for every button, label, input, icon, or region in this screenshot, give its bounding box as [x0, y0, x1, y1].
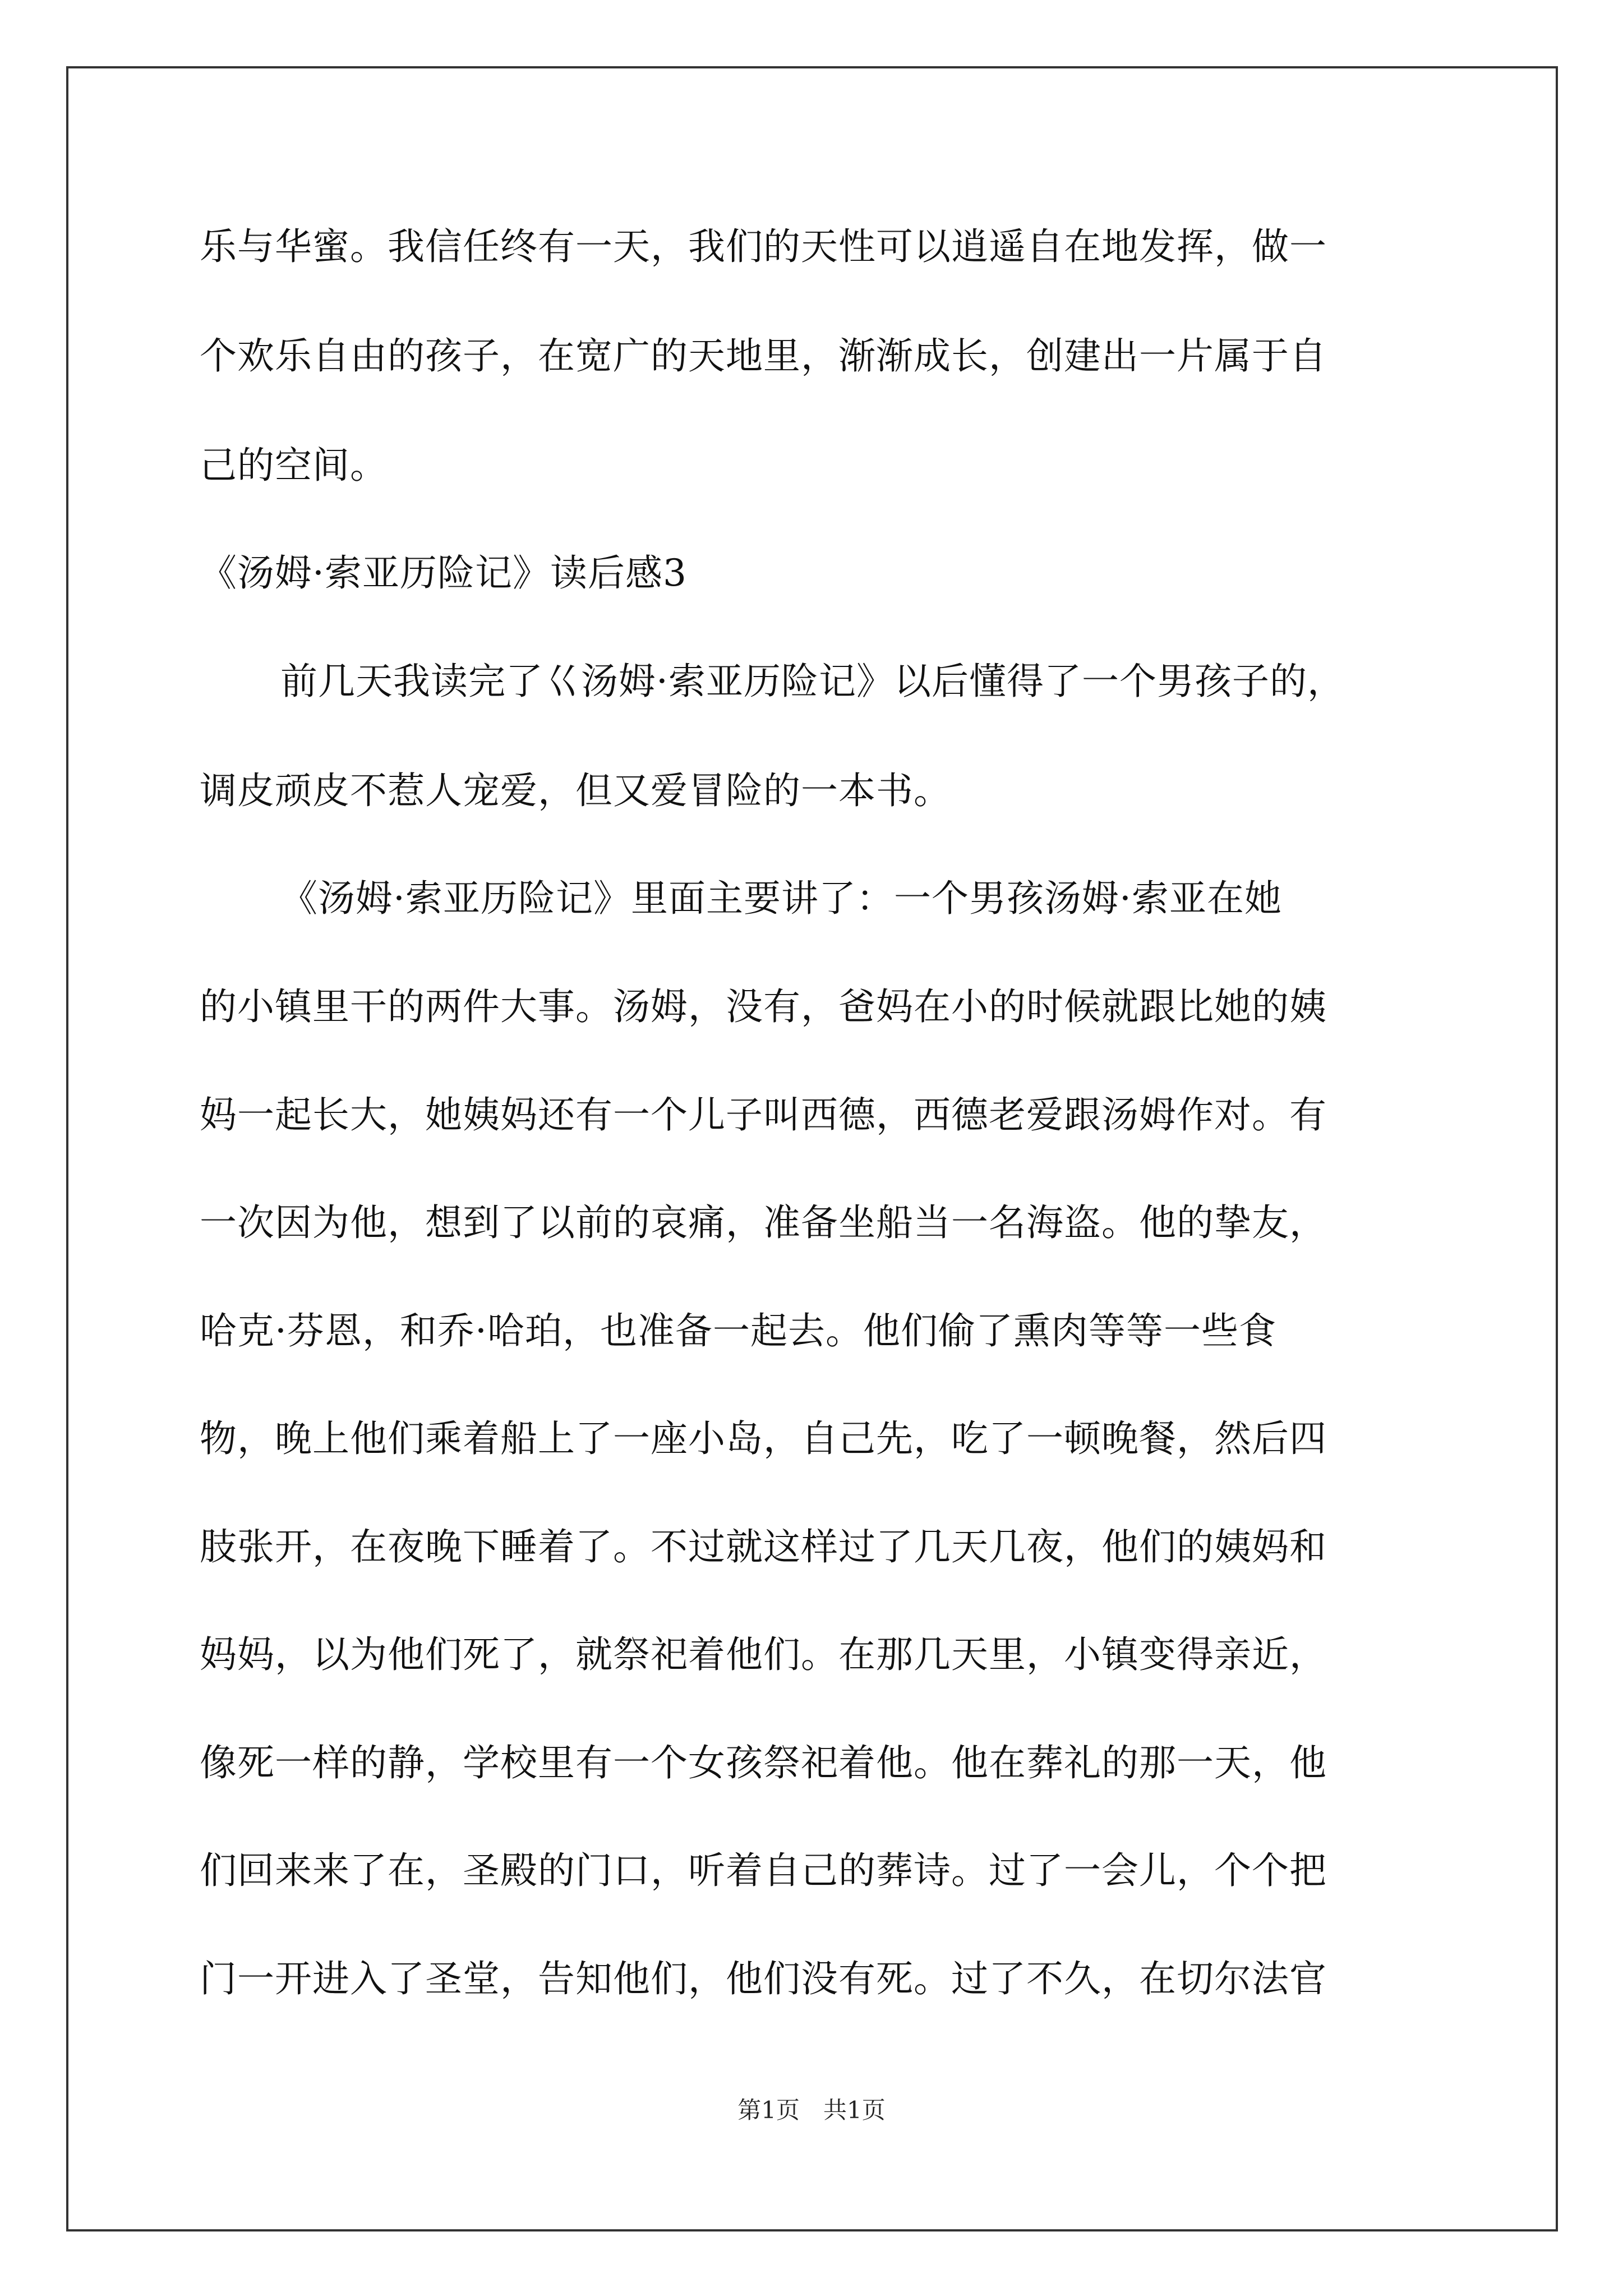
paragraph-start: 前几天我读完了巜汤姆·索亚历险记》以后懂得了一个男孩子的， [280, 660, 1345, 703]
text-line: 的小镇里干的两件大事。汤姆，没有，爸妈在小的时候就跟比她的姨 [200, 985, 1327, 1028]
page-border [66, 66, 1558, 2231]
text-line: 乐与华蜜。我信任终有一天，我们的天性可以逍遥自在地发挥，做一 [200, 225, 1327, 268]
page-number: 第1页 共1页 [737, 2096, 886, 2124]
text-line: 己的空间。 [200, 444, 388, 487]
text-line: 物，晚上他们乘着船上了一座小岛，自己先，吃了一顿晚餐，然后四 [200, 1417, 1327, 1460]
section-heading: 《汤姆·索亚历险记》读后感3 [200, 551, 687, 595]
text-line: 一次因为他，想到了以前的哀痛，准备坐船当一名海盗。他的挚友， [200, 1201, 1327, 1244]
text-line: 调皮顽皮不惹人宠爱，但又爱冒险的一本书。 [200, 769, 951, 812]
text-line: 肢张开，在夜晚下睡着了。不过就这样过了几天几夜，他们的姨妈和 [200, 1525, 1327, 1568]
text-line: 个欢乐自由的孩子，在宽广的天地里，渐渐成长，创建出一片属于自 [200, 334, 1327, 378]
text-line: 门一开进入了圣堂，告知他们，他们没有死。过了不久，在切尔法官 [200, 1957, 1327, 2000]
text-line: 们回来来了在，圣殿的门口，听着自己的葬诗。过了一会儿，个个把 [200, 1849, 1327, 1892]
paragraph-start: 《汤姆·索亚历险记》里面主要讲了：一个男孩汤姆·索亚在她 [280, 877, 1282, 920]
text-line: 像死一样的静，学校里有一个女孩祭祀着他。他在葬礼的那一天，他 [200, 1741, 1327, 1784]
text-line: 妈妈，以为他们死了，就祭祀着他们。在那几天里，小镇变得亲近， [200, 1633, 1327, 1676]
text-line: 妈一起长大，她姨妈还有一个儿子叫西德，西德老爱跟汤姆作对。有 [200, 1093, 1327, 1137]
text-line: 哈克·芬恩，和乔·哈珀，也准备一起去。他们偷了熏肉等等一些食 [200, 1309, 1276, 1352]
